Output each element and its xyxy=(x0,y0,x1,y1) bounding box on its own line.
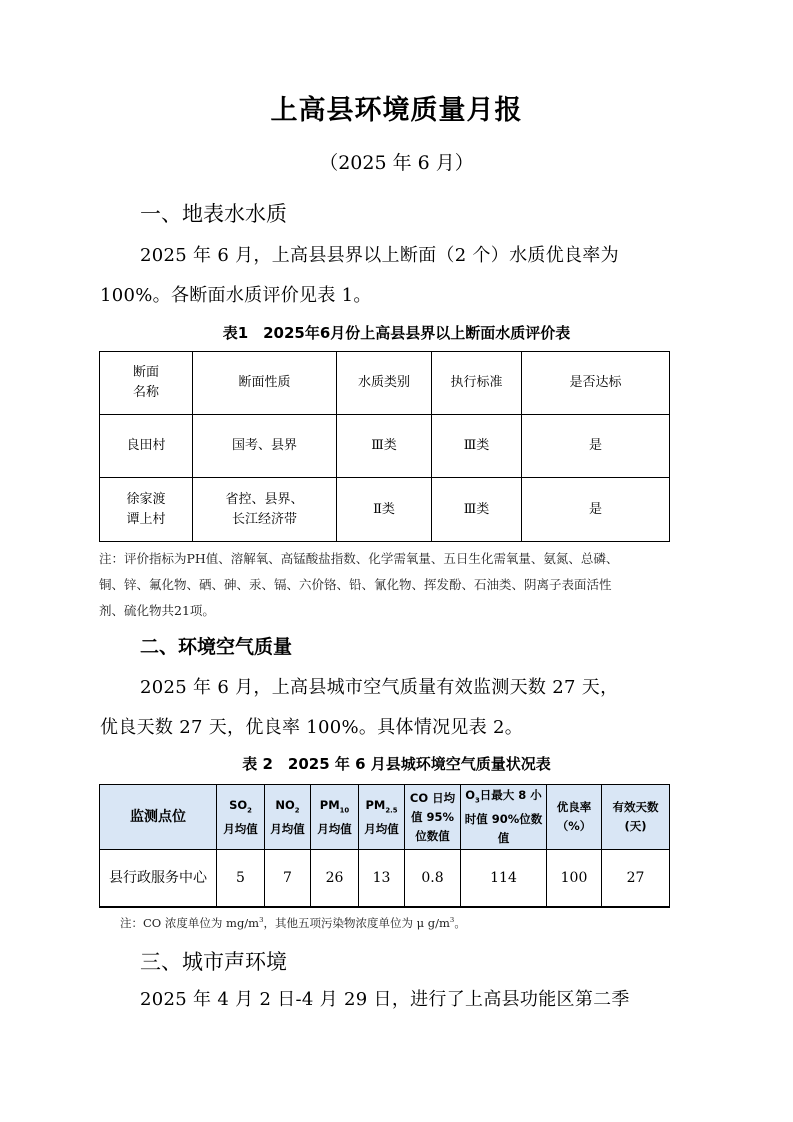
note-text: 注：CO 浓度单位为 mg/m xyxy=(120,916,260,930)
section-heading-surface-water: 一、地表水水质 xyxy=(140,202,287,226)
table-cell: 徐家渡 谭上村 xyxy=(100,478,193,542)
table-cell: Ⅲ类 xyxy=(432,415,522,478)
air-quality-table xyxy=(99,784,670,908)
table-cell: 7 xyxy=(265,850,311,907)
header-cell: 断面 名称 xyxy=(100,352,193,415)
header-cell-so2: $SO_2$ 月均值 xyxy=(217,785,265,850)
water-quality-table xyxy=(99,351,670,542)
note-text: 。 xyxy=(454,916,466,930)
table-row xyxy=(100,850,670,907)
header-cell-site: 监测点位 xyxy=(100,785,217,850)
header-cell-o3: $O_3$日最大 8 小时值 90%位数值 xyxy=(461,785,547,850)
header-cell: 执行标准 xyxy=(432,352,522,415)
table-header-row xyxy=(100,785,670,850)
paragraph-line: 2025 年 6 月，上高县县界以上断面（2 个）水质优良率为 xyxy=(140,245,619,266)
table-cell: 良田村 xyxy=(100,415,193,478)
header-cell-days: 有效天数(天) xyxy=(602,785,670,850)
table-cell: 省控、县界、 长江经济带 xyxy=(193,478,337,542)
paragraph-line: 100%。各断面水质评价见表 1。 xyxy=(100,285,372,306)
table-cell: 国考、县界 xyxy=(193,415,337,478)
paragraph-line: 2025 年 6 月，上高县城市空气质量有效监测天数 27 天， xyxy=(140,677,619,698)
table-cell: 是 xyxy=(522,478,670,542)
paragraph-line: 优良天数 27 天，优良率 100%。具体情况见表 2。 xyxy=(100,717,524,738)
header-cell-no2: $NO_2$ 月均值 xyxy=(265,785,311,850)
table-cell: 26 xyxy=(311,850,359,907)
section-heading-air-quality: 二、环境空气质量 xyxy=(140,636,293,658)
table-cell: 114 xyxy=(461,850,547,907)
header-cell-rate: 优良率（%） xyxy=(547,785,602,850)
note-line: 剂、硫化物共21项。 xyxy=(99,603,215,618)
header-cell: 是否达标 xyxy=(522,352,670,415)
table-row xyxy=(100,478,670,542)
section-heading-noise: 三、城市声环境 xyxy=(140,950,287,974)
table-cell: Ⅲ类 xyxy=(432,478,522,542)
header-cell-co: CO 日均值 95%位数值 xyxy=(405,785,461,850)
note-line: 注：评价指标为PH值、溶解氧、高锰酸盐指数、化学需氧量、五日生化需氧量、氨氮、总磷、 xyxy=(99,551,619,566)
report-date: （2025 年 6 月） xyxy=(319,152,474,174)
note-text: ，其他五项污染物浓度单位为 μ g/m xyxy=(263,916,450,930)
header-cell-pm25: $PM_{2.5}$ 月均值 xyxy=(359,785,405,850)
table-cell: 0.8 xyxy=(405,850,461,907)
table-caption: 表1 2025年6月份上高县县界以上断面水质评价表 xyxy=(222,324,571,342)
table-cell: 县行政服务中心 xyxy=(100,850,217,907)
table-cell: 100 xyxy=(547,850,602,907)
note-superscript: 3 xyxy=(259,916,264,925)
table-cell: 13 xyxy=(359,850,405,907)
note-superscript: 3 xyxy=(449,916,455,925)
table-row xyxy=(100,415,670,478)
table-caption: 表 2 2025 年 6 月县城环境空气质量状况表 xyxy=(242,755,551,773)
table-header-row xyxy=(100,352,670,415)
note-line: 铜、锌、氟化物、硒、砷、汞、镉、六价铬、铅、氰化物、挥发酚、石油类、阴离子表面活性 xyxy=(99,577,612,592)
table-cell: 5 xyxy=(217,850,265,907)
header-cell-pm10: $PM_{10}$ 月均值 xyxy=(311,785,359,850)
table-cell: Ⅱ类 xyxy=(337,478,432,542)
table-cell: 是 xyxy=(522,415,670,478)
table-note xyxy=(99,546,699,624)
table-note xyxy=(120,915,466,931)
table-cell: 27 xyxy=(602,850,670,907)
header-cell: 断面性质 xyxy=(193,352,337,415)
paragraph-line: 2025 年 4 月 2 日-4 月 29 日，进行了上高县功能区第二季 xyxy=(140,989,630,1010)
table-cell: Ⅲ类 xyxy=(337,415,432,478)
page-title: 上高县环境质量月报 xyxy=(270,95,523,126)
header-cell: 水质类别 xyxy=(337,352,432,415)
